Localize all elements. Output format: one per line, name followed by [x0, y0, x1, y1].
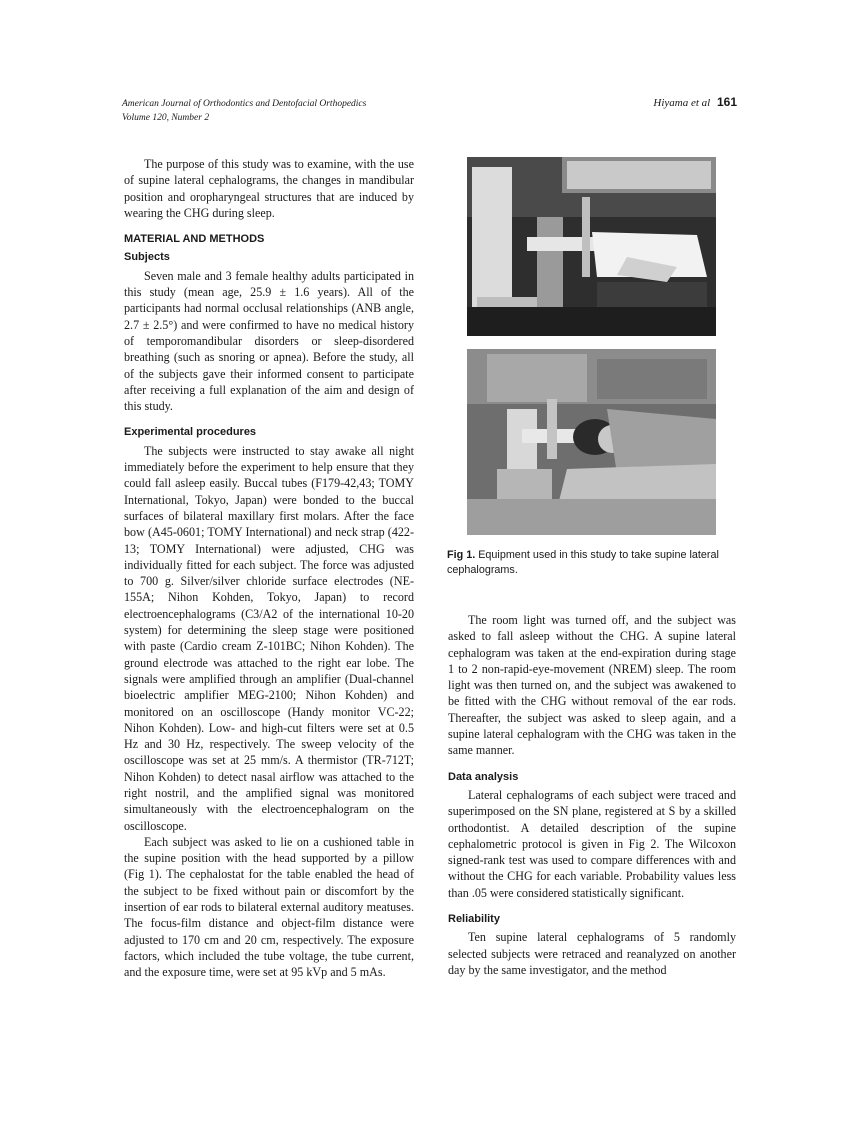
- left-column: [124, 156, 414, 981]
- journal-volume: Volume 120, Number 2: [122, 113, 210, 123]
- subjects-paragraph: Seven male and 3 female healthy adults participated in this study (mean age, 25.9 ± 1.6 years). All of the participants had normal occlusal relationships (ANB angle, 2.7 ± 2.5°) and were confirmed to have no medical history of temporomandibular disorders or sleep-disordered breathing (such as snoring or apnea). Before the study, all of the subjects gave their informed consent to participate after receiving a full explanation of the aim and design of this study.: [124, 268, 414, 414]
- intro-paragraph: The purpose of this study was to examine, with the use of supine lateral cephalograms, the changes in mandibular position and oropharyngeal structures that are induced by wearing the CHG during sleep.: [124, 157, 414, 220]
- figure-label: Fig 1.: [447, 549, 476, 561]
- subsection-heading-data-analysis: Data analysis: [448, 770, 519, 783]
- page-number: 161: [716, 95, 737, 109]
- running-header-left: [122, 97, 366, 125]
- reliability-paragraph: Ten supine lateral cephalograms of 5 randomly selected subjects were retraced and reanalyzed on another day by the same investigator, and the method: [448, 930, 736, 977]
- right-column: [448, 612, 736, 978]
- procedures-paragraph-1: The subjects were instructed to stay awake all night immediately before the experiment to help ensure that they could fall asleep easily. Buccal tubes (F179-42,43; TOMY International, Tokyo, Japan) were bonded to the buccal surfaces of bilateral maxillary first molars. After the face bow (A45-0601; TOMY International) and neck strap (422-13; TOMY International) were adjusted, CHG was individually fitted for each subject. The force was adjusted to 700 g. Silver/silver chloride surface electrodes (NE-155A; Nihon Kohden, Tokyo, Japan) to record electroencephalograms (C3/A2 of the international 10-20 system) for determining the sleep stage were positioned with paste (Cardio cream Z-101BC; Nihon Kohden). The ground electrode was attached to the right ear lobe. The signals were amplified through an amplifier (Dual-channel bioelectric amplifier MEG-2100; Nihon Kohden) and monitored on an oscilloscope (Handy monitor VC-22; Nihon Kohden). Low- and high-cut filters were set at 0.5 Hz and 30 Hz, respectively. The sweep velocity of the oscilloscope was set at 25 mm/s. A thermistor (TR-712T; Nihon Kohden) to detect nasal airflow was attached to the right nostril, and the amplified signal was monitored simultaneously with the electroencephalogram on the oscilloscope.: [124, 443, 414, 833]
- figure-photo-cephalostat: [467, 157, 716, 336]
- data-analysis-paragraph: Lateral cephalograms of each subject were traced and superimposed on the SN plane, registered at S by a skilled orthodontist. A detailed description of the supine cephalometric protocol is given in Fig 2. The Wilcoxon signed-rank test was used to compare differences with and without the CHG for each variable. Probability values less than .05 were considered statistically significant.: [448, 787, 736, 900]
- subsection-heading-subjects: Subjects: [124, 251, 170, 264]
- running-authors: Hiyama et al: [653, 97, 711, 109]
- figure-caption: [447, 548, 739, 578]
- subsection-heading-procedures: Experimental procedures: [124, 426, 257, 439]
- section-heading-methods: MATERIAL AND METHODS: [124, 233, 265, 246]
- running-header-right: [653, 95, 737, 109]
- procedures-paragraph-3: The room light was turned off, and the subject was asked to fall asleep without the CHG. A supine lateral cephalogram was taken at the end-expiration during stage 1 to 2 non-rapid-eye-movement (NREM) sleep. The room light was then turned on, and the subject was awakened to be fitted with the CHG without removal of the ear rods. Thereafter, the subject was asked to sleep again, and a supine lateral cephalogram with the CHG was taken in the same manner.: [448, 613, 736, 758]
- subsection-heading-reliability: Reliability: [448, 913, 500, 926]
- journal-title: American Journal of Orthodontics and Dentofacial Orthopedics: [122, 99, 367, 109]
- figure-caption-text: Equipment used in this study to take supine lateral cephalograms.: [447, 549, 719, 576]
- procedures-paragraph-2: Each subject was asked to lie on a cushioned table in the supine position with the head supported by a pillow (Fig 1). The cephalostat for the table enabled the head of the subject to be fixed without pain or discomfort by the insertion of ear rods to bilateral external auditory meatuses. The focus-film distance and object-film distance were adjusted to 170 cm and 20 cm, respectively. The exposure factors, which included the tube voltage, the tube current, and the exposure time, were set at 95 kVp and 5 mAs.: [124, 834, 414, 980]
- figure-photo-subject-on-table: [467, 349, 716, 535]
